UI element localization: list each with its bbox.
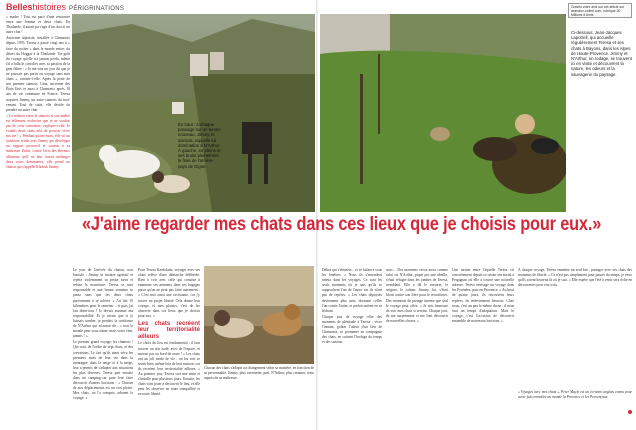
article-paragraph: Le premier grand voyage, les chamois ! Qui sont, de l'ordre de sept chats, et des crevaisons. Le fait qu'ils aient vécu les premiers mois de leur vie dans la montagne, dans la neige et à la neige, leur a permis de s'adapter aux situations les plus diverses. Teresa part ensuite dans un camping-car pour leur faire découvrir d'autres horizons : « Chacun de nos déplacements est un vrai plaisir. Mes chats, on l'a compris, adorent le voyage. » — [73, 340, 133, 401]
caption-top: En haut : à chaque passage sur un terrain nouveau, Jimmy, le siamois, rappelle sa domination à N'Arthur. À gauche, en pleins et ses bruits pleinement le frais de l'arrière-pays de Digne. — [178, 122, 221, 169]
article-paragraph: Le jour de l'arrivée du chaton, tout bascule : Jimmy se montre agressif et rejette violemment sa petite sœur et refuse la nourriture. Teresa se sent responsable et une bonne semaine se passe sans que les deux chats parviennent à se tolérer. « J'ai fait 10 kilomètres pour le ramener – et puis j'ai fait demi-tour ! Je devais assumer ma responsabilité. Et je savais que si je laissais tomber, je perdais la confiance de N'Arthur qui m'aurait dit : « tout le monde peut vous aimer, mais votre chat, jamais ! ». — [73, 268, 133, 339]
article-paragraph: Chacun des chats s'adapte au changement selon sa manière, en fonction de sa personnalité. Jimmy, plus aventurier, part, N'Arthur, plus casanier, reste auprès de sa maîtresse. — [204, 366, 314, 381]
header-belles: Belles — [6, 2, 33, 12]
article-paragraph: Ancienne alpiniste, installée à Chamonix depuis 1976, Teresa a passé vingt ans à « faire du rocher » dans le monde entier, du désert du Hoggar à la Thaïlande. Un goût du voyage qu'elle n'a jamais perdu, même s'il a fallu le concilier avec sa passion de la gent féline : « Je me suis un jour dit que je ne pouvais pas partir en voyage sans mes chats », raconte-t-elle. Après la perte de son premier siamois, Gina, survenue des États-Unis et mort à Chamonix après 18 ans de vie commune en France, Teresa acquiert Jimmy, un autre siamois du tout-venant. Tout de suite, elle décide de prendre un autre chat. — [6, 36, 70, 112]
article-column-7 — [452, 268, 514, 416]
article-footnote — [518, 390, 632, 416]
photo-cats-table-graphic — [204, 266, 314, 364]
credit-box: Gravez votre avis sur cet article sur animaux-online.com, rubrique 30 Millions d'Amis. — [568, 3, 632, 18]
article-column-3 — [138, 268, 200, 416]
article-column-2 — [73, 268, 133, 416]
article-subhead: Les chats recréent leur territorialité ailleurs — [138, 320, 200, 340]
article-paragraph: sons… Des moments vécus aussi comme celui où N'Arthur, piqué par une abeille, s'était réfugié dans les jambes de Teresa, tremblant. Elle a dû le rassurer, le soigner, le calmer. Jimmy, lui, s'était blotti contre son frère pour le réconforter. Des moments de partage intense que seul le voyage peut offrir. « Je suis heureuse de voir mes chats si sereins. Chaque jour, ils me surprennent et me font découvrir de nouvelles choses. » — [386, 268, 448, 323]
article-paragraph: Le choix du lieu est fondamental : il faut trouver un site isolé, avec de l'espace, et surtout pas au bord de route ! « Les chats ont un joli mode de vie : on les voit se sentir bien, même loin de leur maison, car ils recréent leur territorialité ailleurs. » Au premier jour, Teresa sort une tente et s'installe pour plusieurs jours. Ensuite, les chats vont jouer à découvrir le lieu, et elle peut les observer en toute tranquillité et en toute liberté. — [138, 341, 200, 397]
photo-cats-table — [204, 266, 314, 364]
article-paragraph: Pour Teresa Kardokain, voyager avec ses chats relève d'une démarche délibérée. Rien à voir avec celle qui consiste à emmener ses animaux dans ses bagages parce qu'on ne peut pas faire autrement : « C'est moi aussi une ravissante, car j'y trouve un projet liberté. Cela donne leur voyage, et mes plaisirs, c'est de les observer dans ces lieux que je choisis pour eux. » — [138, 268, 200, 318]
section-header — [6, 2, 124, 12]
article-paragraph: Une tartine entre l'aquelle Teresa vit concrètement depuis ce retour territorial à Pergignan où elle a trouvé une nouvelle adresse. Teresa envisage un voyage dans les Pyrénées, puis en Provence. « Au bout de quatre jours, ils retrouvent leurs repères, ils redeviennent heureux. Chez nous, c'est un peu la même chose : il nous faut un temps d'adaptation. Mais le voyage, c'est l'occasion de découvrir ensemble de nouveaux horizons. » — [452, 268, 514, 323]
article-column-4 — [204, 366, 314, 416]
pull-quote-headline: «J'aime regarder mes chats dans ces lieux que je choisis pour eux.» — [82, 214, 602, 235]
photo-woman-grass — [320, 14, 566, 212]
article-paragraph: Chaque jour de voyage offre des moments de plénitude à Teresa : vivre l'instant, goûter l'odeur d'un lieu de Chamonix, se promener en compagnie des chats, en suivant l'horloge du temps et des saisons. — [322, 314, 382, 345]
article-column-1 — [6, 15, 70, 411]
header-section: PÉRIGRINATIONS — [69, 6, 125, 12]
caption-right: Ci-dessous, Jean-Jacques Lapotrell, qui accueille régulièrement Teresa et ses chats à Bayons, dans les Alpes de Haute-Provence. Jimmy et N'Arthur, en rodage, se trouvent ici en visite et découvrent la nature, les odeurs et la sauvagerie du paysage. — [571, 30, 632, 77]
header-histoires: histoires — [32, 2, 67, 12]
end-mark-icon — [628, 410, 632, 414]
footnote-text: « Voyages avec mes chats », Peter Mayle est un écrivain anglais connu pour avoir fait connaître au monde la Provence et les Provençaux. — [518, 390, 632, 400]
article-paragraph: » mader ! Tout est parti d'une rencontre entre une femme et deux chats. En Thaïlande, il aurait pu s'agir d'un chat et un autre chat ! — [6, 15, 70, 35]
article-paragraph: Débat qui s'éternise... et se balance sous les fenêtres. « Nous ils s'entendent mieux dans les voyages. Ce sont les seuls moments où je sais qu'ils se rapprochent l'un de l'autre car ils n'ont pas de repères. » Les chats dépaysés deviennent plus unis, dormant collés l'un contre l'autre, et parfois même en se léchant. — [322, 268, 382, 313]
article-paragraph: À chaque voyage, Teresa emmène un seul but : partager avec ses chats des moments de liberté. « Ce n'est pas simplement pour passer du temps, je veux qu'ils soient heureux là où je suis. » Elle espère que l'été à venir sera riche en découvertes pour eux trois. — [518, 268, 632, 288]
article-paragraph: « La relation entre le siamois et son maître est tellement exclusive que je ne voulais pas de cette contrainte, explique-t-elle. Je voulais deux chats afin de pouvoir vivre ma vie ! » Pendant quatre mois, elle vit un symbiose totale avec Jimmy qui développe un rapport possessif et soumis à sa maîtresse. Enfin, contre l'avis des éleveurs affirmant qu'il ne leur faisait mélanger deux races dominantes, elle prend un chaton qui s'appelle Khobuk Jimmy. — [6, 113, 70, 169]
photo-woman-grass-graphic — [320, 14, 566, 212]
article-column-5 — [322, 268, 382, 416]
article-column-6 — [386, 268, 448, 416]
article-column-8 — [518, 268, 632, 388]
